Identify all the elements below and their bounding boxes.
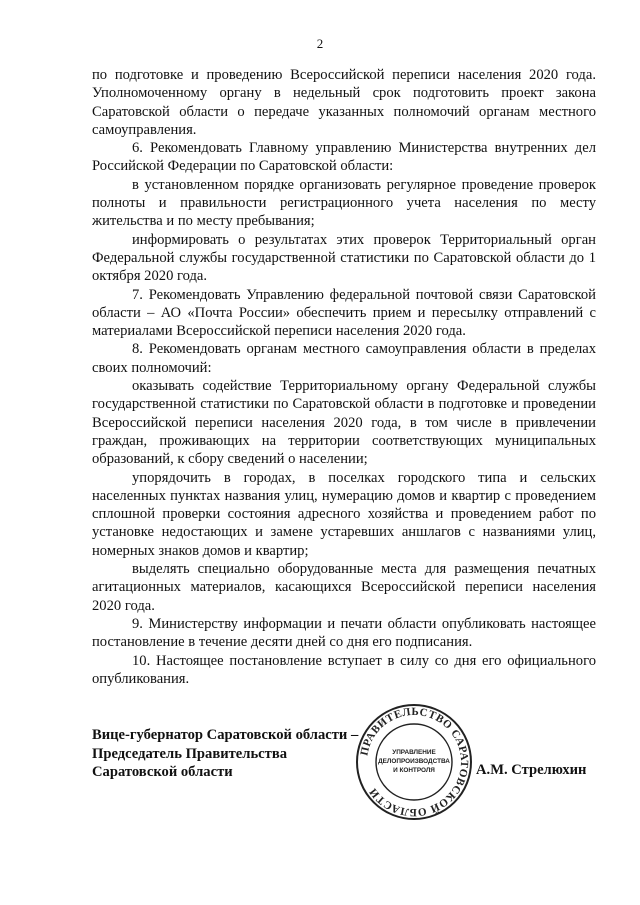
document-body xyxy=(92,66,596,688)
paragraph-sub: упорядочить в городах, в поселках городского типа и сельских населенных пунктах названия улиц, нумерацию домов и квартир с проведением сплошной проверки состояния адресного хозяйства и проведением работ по установке недостающих и замене устаревших аншлагов с названиями улиц, номерных знаков домов и квартир; xyxy=(92,469,596,559)
page-number: 2 xyxy=(316,36,324,51)
signer-name: А.М. Стрелюхин xyxy=(476,762,587,778)
paragraph-item-9: 9. Министерству информации и печати области опубликовать настоящее постановление в течение десяти дней со дня его подписания. xyxy=(92,615,596,651)
signature-title-block xyxy=(92,726,358,782)
paragraph-item-8: 8. Рекомендовать органам местного самоуправления области в пределах своих полномочий: xyxy=(92,341,596,376)
svg-text:УПРАВЛЕНИЕ: УПРАВЛЕНИЕ xyxy=(392,749,436,756)
paragraph-item-7: 7. Рекомендовать Управлению федеральной почтовой связи Саратовской области – АО «Почта России» обеспечить прием и пересылку отправлений с материалами Всероссийской переписи населения 2020 года. xyxy=(92,286,596,340)
paragraph-sub: в установленном порядке организовать регулярное проведение проверок полноты и правильности регистрационного учета населения по месту жительства и по месту пребывания; xyxy=(92,176,596,230)
paragraph-item-10: 10. Настоящее постановление вступает в силу со дня его официального опубликования. xyxy=(92,652,596,687)
signature-title-line: Саратовской области xyxy=(92,764,233,780)
paragraph-continuation: по подготовке и проведению Всероссийской переписи населения 2020 года. Уполномоченному органу в недельный срок подготовить проект закона Саратовской области о передаче указанных полномочий органам местного самоуправления. xyxy=(92,67,596,138)
svg-text:И КОНТРОЛЯ: И КОНТРОЛЯ xyxy=(393,767,435,774)
official-stamp-seal xyxy=(354,702,474,822)
paragraph-sub: оказывать содействие Территориальному органу Федеральной службы государственной статистики по Саратовской области в подготовке и проведении Всероссийской переписи населения 2020 года, в том числе в привлечении граждан, проживающих на территории соответствующих муниципальных образований, к сбору сведений о населении; xyxy=(92,378,596,468)
signature-title-line: Вице-губернатор Саратовской области – xyxy=(92,727,359,743)
svg-text:ПРАВИТЕЛЬСТВО САРАТОВСКОЙ ОБЛА: ПРАВИТЕЛЬСТВО САРАТОВСКОЙ ОБЛАСТИ xyxy=(358,705,471,819)
paragraph-sub: выделять специально оборудованные места для размещения печатных агитационных материалов, касающихся Всероссийской переписи населения 2020 года. xyxy=(92,561,596,614)
signature-title-line: Председатель Правительства xyxy=(92,745,288,762)
svg-text:ДЕЛОПРОИЗВОДСТВА: ДЕЛОПРОИЗВОДСТВА xyxy=(378,758,450,765)
paragraph-sub: информировать о результатах этих проверок Территориальный орган Федеральной службы государственной статистики по Саратовской области до 1 октября 2020 года. xyxy=(92,231,596,285)
paragraph-item-6: 6. Рекомендовать Главному управлению Министерства внутренних дел Российской Федерации по Саратовской области: xyxy=(92,140,596,175)
